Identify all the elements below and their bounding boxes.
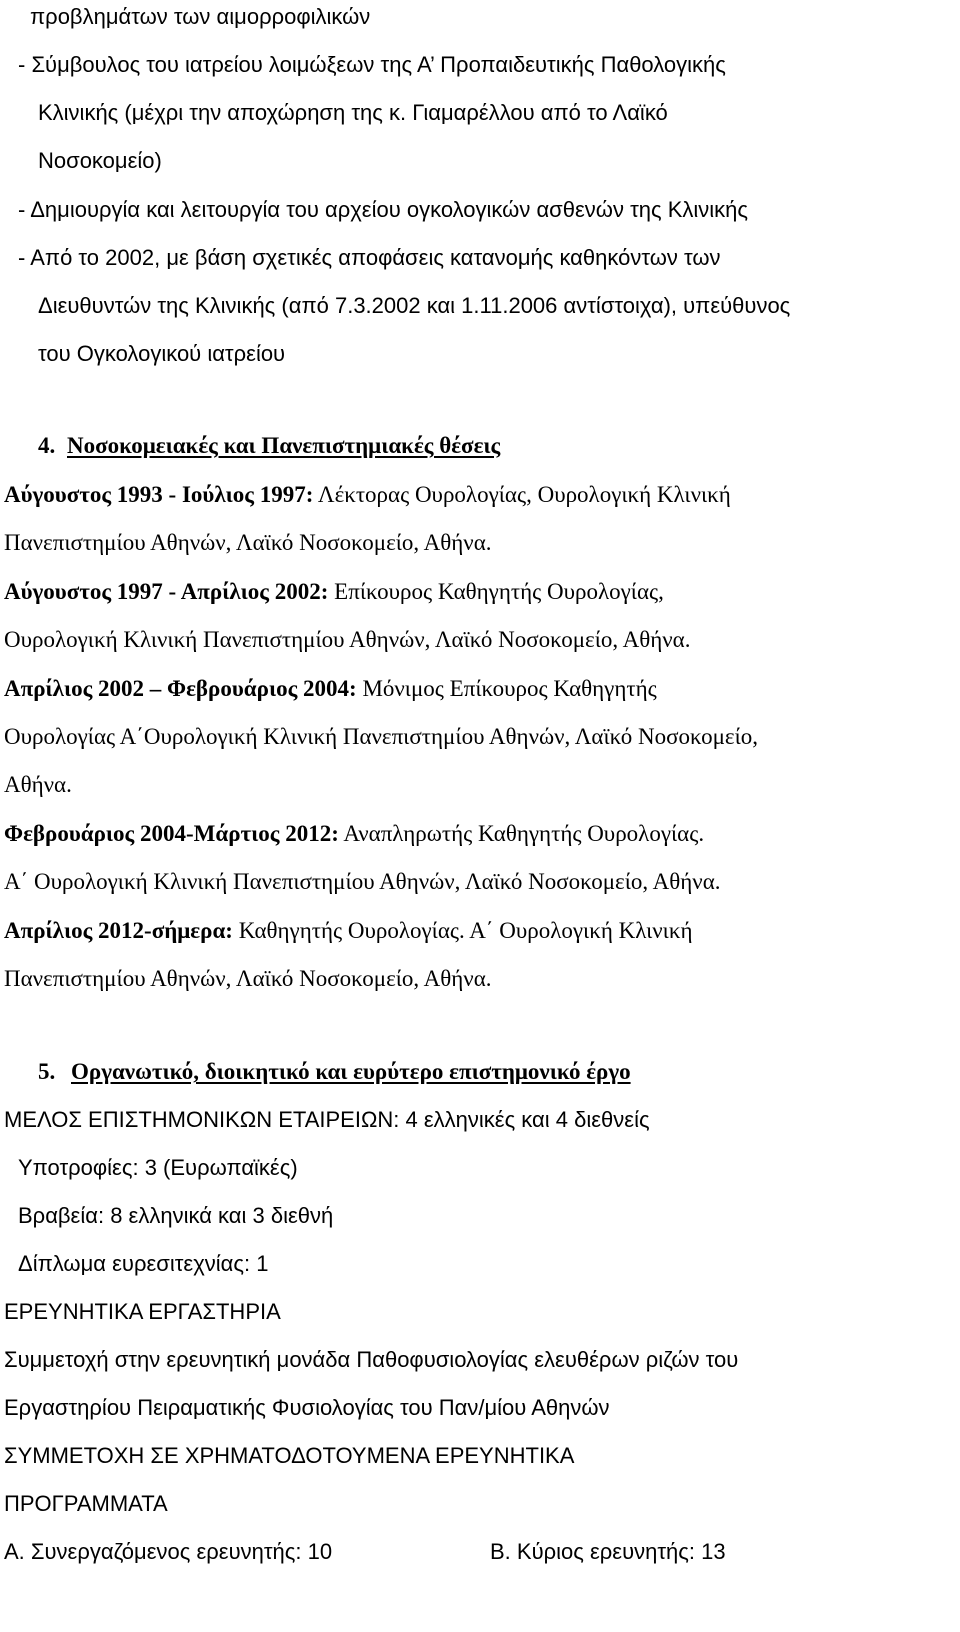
text-line: Υποτροφίες: 3 (Ευρωπαϊκές) <box>18 1155 298 1180</box>
section-heading <box>38 432 500 460</box>
text-line: Ουρολογική Κλινική Πανεπιστημίου Αθηνών, Λαϊκό Νοσοκομείο, Αθήνα. <box>4 627 691 652</box>
position-text: Λέκτορας Ουρολογίας, Ουρολογική Κλινική <box>313 482 731 507</box>
position-text: Καθηγητής Ουρολογίας. Α΄ Ουρολογική Κλινική <box>232 918 693 943</box>
position-text: Μόνιμος Επίκουρος Καθηγητής <box>356 676 657 701</box>
text-line: Κλινικής (μέχρι την αποχώρηση της κ. Γιαμαρέλλου από το Λαϊκό <box>38 100 668 125</box>
section-title: Οργανωτικό, διοικητικό και ευρύτερο επιστημονικό έργο <box>71 1059 631 1084</box>
text-line: ΣΥΜΜΕΤΟΧΗ ΣΕ ΧΡΗΜΑΤΟΔΟΤΟΥΜΕΝΑ ΕΡΕΥΝΗΤΙΚΑ <box>4 1443 575 1468</box>
text-line: Πανεπιστημίου Αθηνών, Λαϊκό Νοσοκομείο, Αθήνα. <box>4 530 492 555</box>
position-entry <box>4 675 657 703</box>
section-title: Νοσοκομειακές και Πανεπιστημιακές θέσεις <box>67 433 501 458</box>
position-entry <box>4 481 731 509</box>
text-line: Β. Κύριος ερευνητής: 13 <box>490 1539 726 1564</box>
text-line: του Ογκολογικού ιατρείου <box>38 341 286 366</box>
text-line: Ουρολογίας Α΄Ουρολογική Κλινική Πανεπιστημίου Αθηνών, Λαϊκό Νοσοκομείο, <box>4 724 759 749</box>
text-line: Α. Συνεργαζόμενος ερευνητής: 10 <box>4 1539 333 1564</box>
text-line: - Δημιουργία και λειτουργία του αρχείου ογκολογικών ασθενών της Κλινικής <box>18 197 749 222</box>
position-period: Αύγουστος 1993 - Ιούλιος 1997: <box>4 482 314 507</box>
text-line: - Από το 2002, με βάση σχετικές αποφάσεις κατανομής καθηκόντων των <box>18 245 721 270</box>
text-line: ΕΡΕΥΝΗΤΙΚΑ ΕΡΓΑΣΤΗΡΙΑ <box>4 1299 281 1324</box>
text-line: προβλημάτων των αιμορροφιλικών <box>30 4 371 29</box>
position-text: Επίκουρος Καθηγητής Ουρολογίας, <box>328 579 664 604</box>
text-line: Διευθυντών της Κλινικής (από 7.3.2002 και 1.11.2006 αντίστοιχα), υπεύθυνος <box>38 293 791 318</box>
text-line: ΠΡΟΓΡΑΜΜΑΤΑ <box>4 1491 168 1516</box>
text-line: Νοσοκομείο) <box>38 148 162 173</box>
text-line: Δίπλωμα ευρεσιτεχνίας: 1 <box>18 1251 269 1276</box>
position-period: Απρίλιος 2002 – Φεβρουάριος 2004: <box>4 676 357 701</box>
text-line: Α΄ Ουρολογική Κλινική Πανεπιστημίου Αθηνών, Λαϊκό Νοσοκομείο, Αθήνα. <box>4 869 721 894</box>
position-period: Αύγουστος 1997 - Απρίλιος 2002: <box>4 579 329 604</box>
position-entry <box>4 820 704 848</box>
text-line: Αθήνα. <box>4 772 72 797</box>
section-number: 4. <box>38 433 56 458</box>
text-line: ΜΕΛΟΣ ΕΠΙΣΤΗΜΟΝΙΚΩΝ ΕΤΑΙΡΕΙΩΝ: 4 ελληνικές και 4 διεθνείς <box>4 1107 650 1132</box>
text-line: Βραβεία: 8 ελληνικά και 3 διεθνή <box>18 1203 334 1228</box>
text-line: Εργαστηρίου Πειραματικής Φυσιολογίας του Παν/μίου Αθηνών <box>4 1395 610 1420</box>
position-text: Αναπληρωτής Καθηγητής Ουρολογίας. <box>338 821 705 846</box>
position-entry <box>4 578 664 606</box>
position-period: Απρίλιος 2012-σήμερα: <box>4 918 233 943</box>
position-entry <box>4 917 692 945</box>
section-heading <box>38 1058 631 1086</box>
text-line: Πανεπιστημίου Αθηνών, Λαϊκό Νοσοκομείο, Αθήνα. <box>4 966 492 991</box>
position-period: Φεβρουάριος 2004-Μάρτιος 2012: <box>4 821 339 846</box>
text-line: - Σύμβουλος του ιατρείου λοιμώξεων της Α’ Προπαιδευτικής Παθολογικής <box>18 52 726 77</box>
text-line: Συμμετοχή στην ερευνητική μονάδα Παθοφυσιολογίας ελευθέρων ριζών του <box>4 1347 739 1372</box>
section-number: 5. <box>38 1059 56 1084</box>
